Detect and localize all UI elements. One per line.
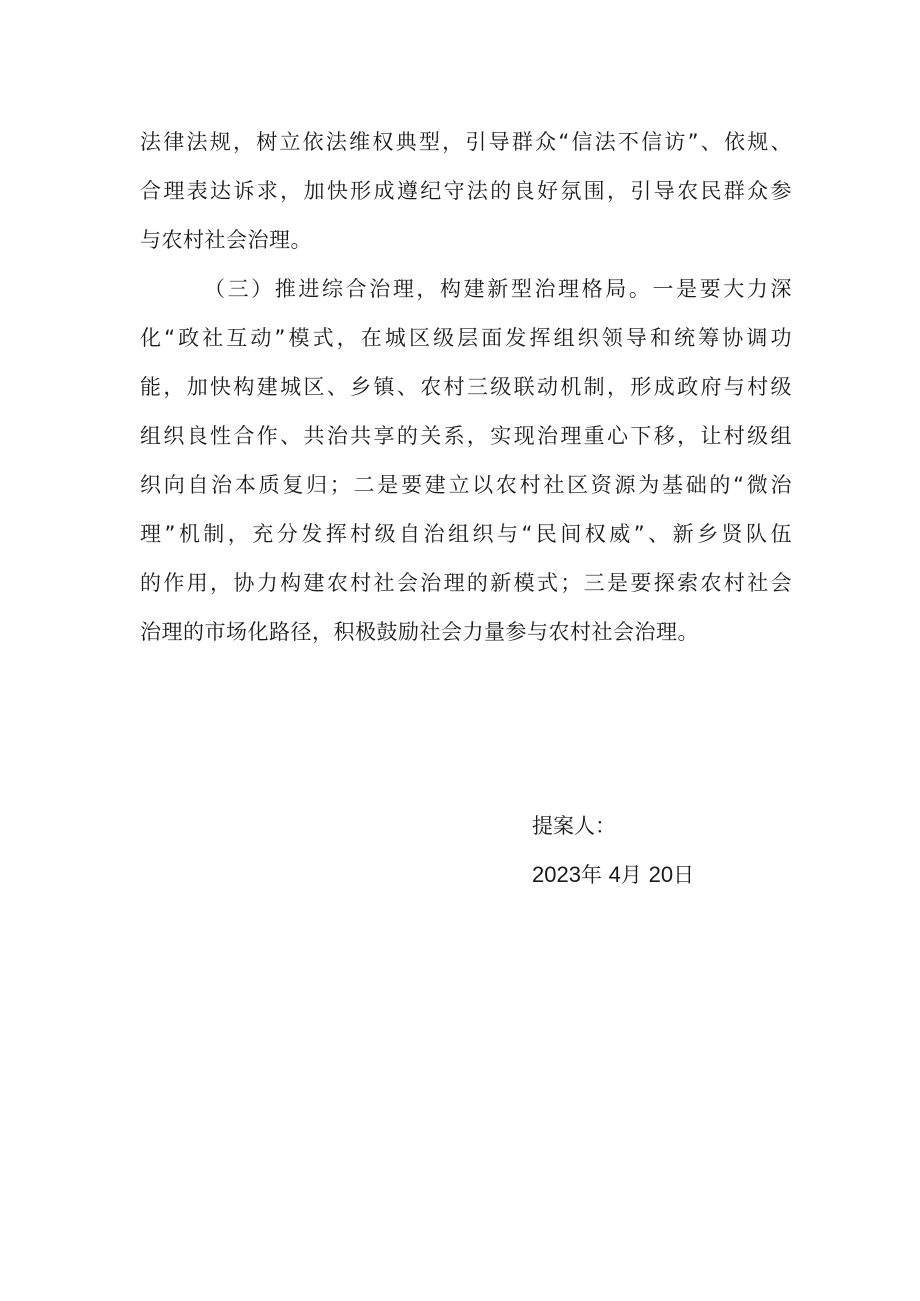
date-month-unit: 月 (620, 863, 642, 887)
text-line: 能，加快构建城区、乡镇、农村三级联动机制，形成政府与村级 (140, 375, 792, 399)
text-line: 的作用，协力构建农村社会治理的新模式；三是要探索农村社会 (140, 571, 792, 595)
text-line: 合理表达诉求，加快形成遵纪守法的良好氛围，引导农民群众参 (140, 179, 792, 203)
date-day-unit: 日 (673, 863, 695, 887)
text-line: 法律法规，树立依法维权典型，引导群众“信法不信访”、依规、 (140, 130, 792, 154)
paragraph-1 (140, 122, 792, 269)
document-body (140, 122, 792, 661)
text-line: 化“政社互动”模式，在城区级层面发挥组织领导和统筹协调功 (140, 326, 792, 350)
text-line: 治理的市场化路径，积极鼓励社会力量参与农村社会治理。 (140, 620, 699, 644)
date-year: 2023 (532, 862, 581, 887)
signature-block (532, 806, 694, 895)
text-line: 理”机制，充分发挥村级自治组织与“民间权威”、新乡贤队伍 (140, 522, 792, 546)
signature-date (532, 855, 694, 895)
text-line: 与农村社会治理。 (140, 228, 312, 252)
text-line: （三）推进综合治理，构建新型治理格局。一是要大力深 (204, 277, 792, 301)
text-line: 组织良性合作、共治共享的关系，实现治理重心下移，让村级组 (140, 424, 792, 448)
date-year-unit: 年 (580, 863, 602, 887)
paragraph-2 (140, 269, 792, 661)
date-month: 4 (608, 862, 621, 887)
date-day: 20 (648, 862, 674, 887)
proposer-label: 提案人： (532, 814, 616, 838)
text-line: 织向自治本质复归；二是要建立以农村社区资源为基础的“微治 (140, 473, 792, 497)
